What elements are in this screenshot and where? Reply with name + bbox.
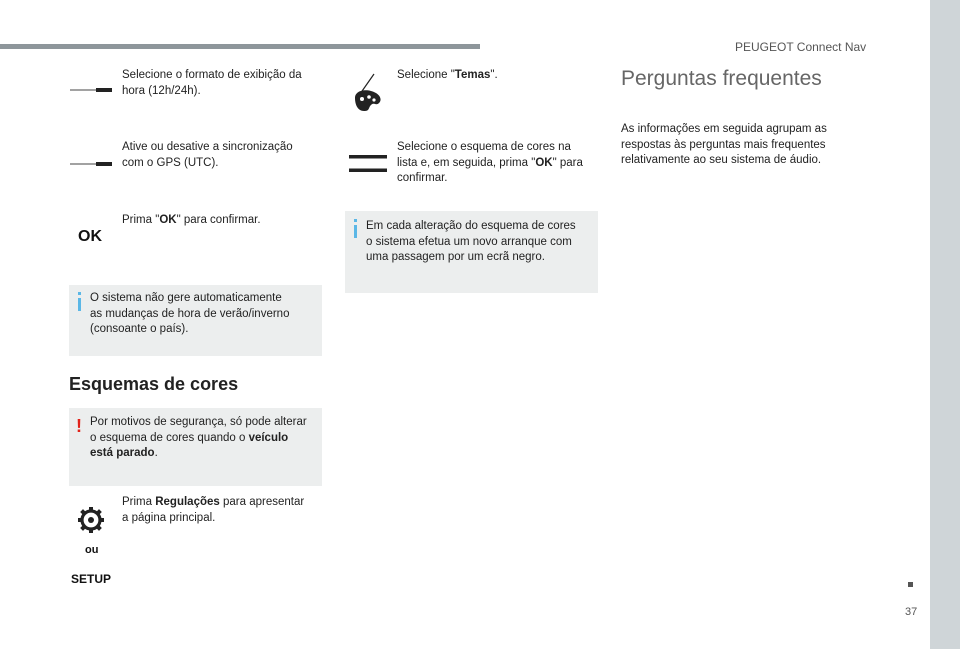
setup-label: SETUP: [71, 572, 112, 586]
section-title-faq: Perguntas frequentes: [621, 67, 822, 90]
info-note-dst: O sistema não gere automaticamente as mudanças de hora de verão/inverno (consoante o país).: [69, 285, 322, 356]
page-edge-tab: [930, 0, 960, 649]
page-number: 37: [905, 606, 918, 618]
list-bar-icon: [349, 155, 389, 173]
step-settings: Prima Regulações para apresentar a página principal.: [122, 496, 305, 524]
or-label: ou: [85, 544, 99, 556]
step-ok: Prima "OK" para confirmar.: [122, 214, 261, 226]
page-header: PEUGEOT Connect Nav: [735, 40, 867, 54]
page-marker: [908, 582, 913, 587]
warning-icon: !: [76, 416, 82, 436]
top-rule: [0, 44, 480, 49]
faq-intro: As informações em seguida agrupam as respostas às perguntas mais frequentes relativamente ao seu sistema de áudio.: [621, 123, 827, 166]
info-note-restart: Em cada alteração do esquema de cores o sistema efetua um novo arranque com uma passagem por um ecrã negro.: [345, 211, 598, 293]
section-title-color-schemes: Esquemas de cores: [69, 374, 239, 394]
ok-icon: OK: [78, 228, 102, 245]
warning-note: ! Por motivos de segurança, só pode alterar o esquema de cores quando o veículo está parado.: [69, 408, 322, 486]
info-icon: [78, 298, 81, 311]
info-icon: [354, 225, 357, 238]
step-color-scheme: Selecione o esquema de cores na lista e, em seguida, prima "OK" para confirmar.: [397, 141, 583, 184]
slider-icon: [70, 160, 114, 168]
step-time-format: Selecione o formato de exibição da hora (12h/24h).: [122, 69, 302, 97]
palette-brush-icon: [352, 72, 384, 112]
slider-icon: [70, 86, 114, 94]
step-gps-sync: Ative ou desative a sincronização com o GPS (UTC).: [122, 141, 293, 169]
step-themes: Selecione "Temas".: [397, 69, 498, 81]
gear-icon: [77, 506, 105, 534]
